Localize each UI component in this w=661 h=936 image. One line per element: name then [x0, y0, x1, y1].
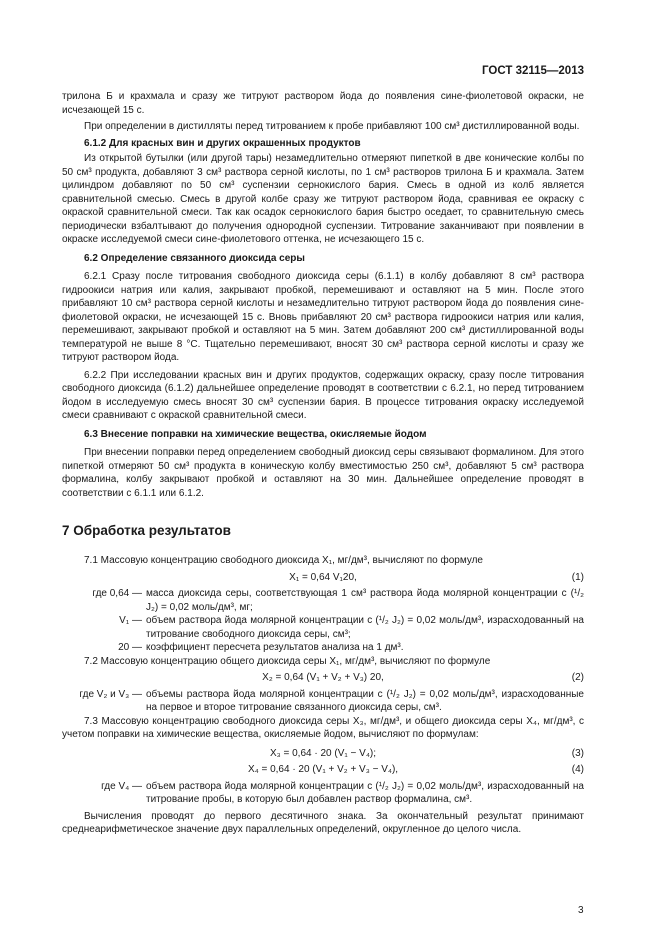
- definitions-2: [62, 688, 584, 715]
- paragraph: 7.3 Массовую концентрацию свободного диоксида серы X₃, мг/дм³, и общего диоксида серы X₄, мг/дм³, с учетом поправки на химические вещества, окисляемые йодом, вычисляют по формулам:: [62, 715, 584, 740]
- definition-desc: коэффициент пересчета результатов анализа на 1 дм³.: [146, 642, 404, 653]
- paragraph: 7.2 Массовую концентрацию общего диоксида серы X₁, мг/дм³, вычисляют по формуле: [84, 655, 491, 667]
- paragraph: 6.2.2 При исследовании красных вин и других продуктов, содержащих окраску, сразу после титрования свободного диоксида (6.1.2) дальнейшее определение проводят в соответствии с 6.2.1, но перед титрованием йодом в исследуемую смесь вносят 30 см³ суспензии бария. В процессе титрования окраску исследуемой смеси сравнивают с окраской сравнительной смеси.: [62, 369, 584, 421]
- definitions-3: [62, 780, 584, 807]
- formula-1: [62, 571, 584, 585]
- paragraph: При определении в дистилляты перед титрованием к пробе прибавляют 100 см³ дистиллированной воды.: [84, 121, 580, 132]
- formula-3: [62, 747, 584, 761]
- subsection-heading-6-1-2: 6.1.2 Для красных вин и других окрашенных продуктов: [84, 137, 361, 149]
- definition-desc: объем раствора йода молярной концентрации c (¹/₂ J₂) = 0,02 моль/дм³, израсходованный на титрование свободного диоксида серы, см³;: [146, 615, 584, 640]
- section-7: [62, 522, 584, 837]
- formula-number: (1): [571, 571, 584, 583]
- formula-4: [62, 763, 584, 777]
- page-number: 3: [578, 905, 584, 916]
- formula-2: [62, 671, 584, 685]
- formula-text: X₄ = 0,64 · 20 (V₁ + V₂ + V₃ − V₄),: [247, 764, 399, 775]
- paragraph: трилона Б и крахмала и сразу же титруют раствором йода до появления сине-фиолетовой окраски, не исчезающей 15 с.: [62, 91, 584, 116]
- formula-text: X₁ = 0,64 V₁20,: [289, 571, 357, 583]
- subsection-heading-6-3: 6.3 Внесение поправки на химические вещества, окисляемые йодом: [84, 428, 427, 440]
- definition-term: где V₂ и V₃ —: [79, 688, 142, 700]
- definition-term: где V₄ —: [101, 780, 142, 792]
- section-heading-7: 7 Обработка результатов: [62, 523, 231, 538]
- definition-desc: объем раствора йода молярной концентрации c (¹/₂ J₂) = 0,02 моль/дм³, израсходованный на титрование пробы, в которую был добавлен раствор формалина, см³.: [146, 780, 584, 805]
- definition-term: V₁ —: [119, 615, 142, 626]
- formula-text: X₂ = 0,64 (V₁ + V₂ + V₃) 20,: [262, 672, 384, 683]
- paragraph: 6.2.1 Сразу после титрования свободного диоксида серы (6.1.1) в колбу добавляют 8 см³ раствора гидроокиси натрия или калия, закрывают пробкой, перемешивают и оставляют на 5 мин. После этого прибавляют 10 см³ раствора серной кислоты и незамедлительно титруют раствором йода до появления сине-фиолетовой окраски, не исчезающей 15 с. Вновь прибавляют 20 см³ раствора гидроокиси натрия или калия, перемешивают, закрывают пробкой и оставляют на 5 мин. Затем добавляют 200 см³ дистиллированной воды температурой не выше 8 °С. Тщательно перемешивают, вносят 30 см³ раствора серной кислоты и сразу же титруют раствором йода.: [62, 271, 584, 363]
- definitions-1: [62, 587, 584, 655]
- paragraph: Вычисления проводят до первого десятичного знака. За окончательный результат принимают среднеарифметическое значение двух параллельных определений, округленное до целого числа.: [62, 810, 584, 835]
- subsection-heading-6-2: 6.2 Определение связанного диоксида серы: [84, 252, 305, 264]
- definition-term: где 0,64 —: [92, 588, 142, 599]
- formula-number: (3): [571, 747, 584, 759]
- definition-desc: масса диоксида серы, соответствующая 1 см³ раствора йода молярной концентрации c (¹/₂ J₂) = 0,02 моль/дм³, мг;: [146, 588, 584, 613]
- definition-term: 20 —: [118, 642, 142, 653]
- formula-number: (4): [571, 764, 584, 775]
- document-number-header: ГОСТ 32115—2013: [482, 65, 584, 77]
- paragraph: Из открытой бутылки (или другой тары) незамедлительно отмеряют пипеткой в две конические колбы по 50 см³ продукта, добавляют 3 см³ раствора серной кислоты, по 1 см³ растворов трилона Б и крахмала. Затем цилиндром добавляют по 50 см³ суспензии сернокислого бария. Смесь в одной из колб является сравнительной смесью. Смесь в другой колбе сразу же титруют раствором йода, сравнивая ее окраску с окраской сравнительной смеси. Так как осадок сернокислого бария быстро оседает, то сравнительную смесь периодически взбалтывают до получения однородной суспензии. Титрование заканчивают при появлении в окраске исследуемой смеси сине-фиолетового оттенка, не исчезающего 15 с.: [62, 153, 584, 245]
- section-6-continued: [62, 90, 584, 500]
- paragraph: При внесении поправки перед определением свободный диоксид серы связывают формалином. Для этого пипеткой отмеряют 50 см³ продукта в коническую колбу вместимостью 250 см³, добавляют 5 см³ раствора формалина, колбу закрывают пробкой и оставляют на 30 мин. Дальнейшее определение проводят в соответствии с 6.1.1 или 6.1.2.: [62, 447, 584, 499]
- paragraph: 7.1 Массовую концентрацию свободного диоксида X₁, мг/дм³, вычисляют по формуле: [84, 555, 483, 566]
- formula-number: (2): [571, 672, 584, 683]
- definition-desc: объемы раствора йода молярной концентрации c (¹/₂ J₂) = 0,02 моль/дм³, израсходованные на первое и второе титрование связанного диоксида серы, см³.: [146, 688, 584, 713]
- formula-text: X₃ = 0,64 · 20 (V₁ − V₄);: [269, 747, 377, 759]
